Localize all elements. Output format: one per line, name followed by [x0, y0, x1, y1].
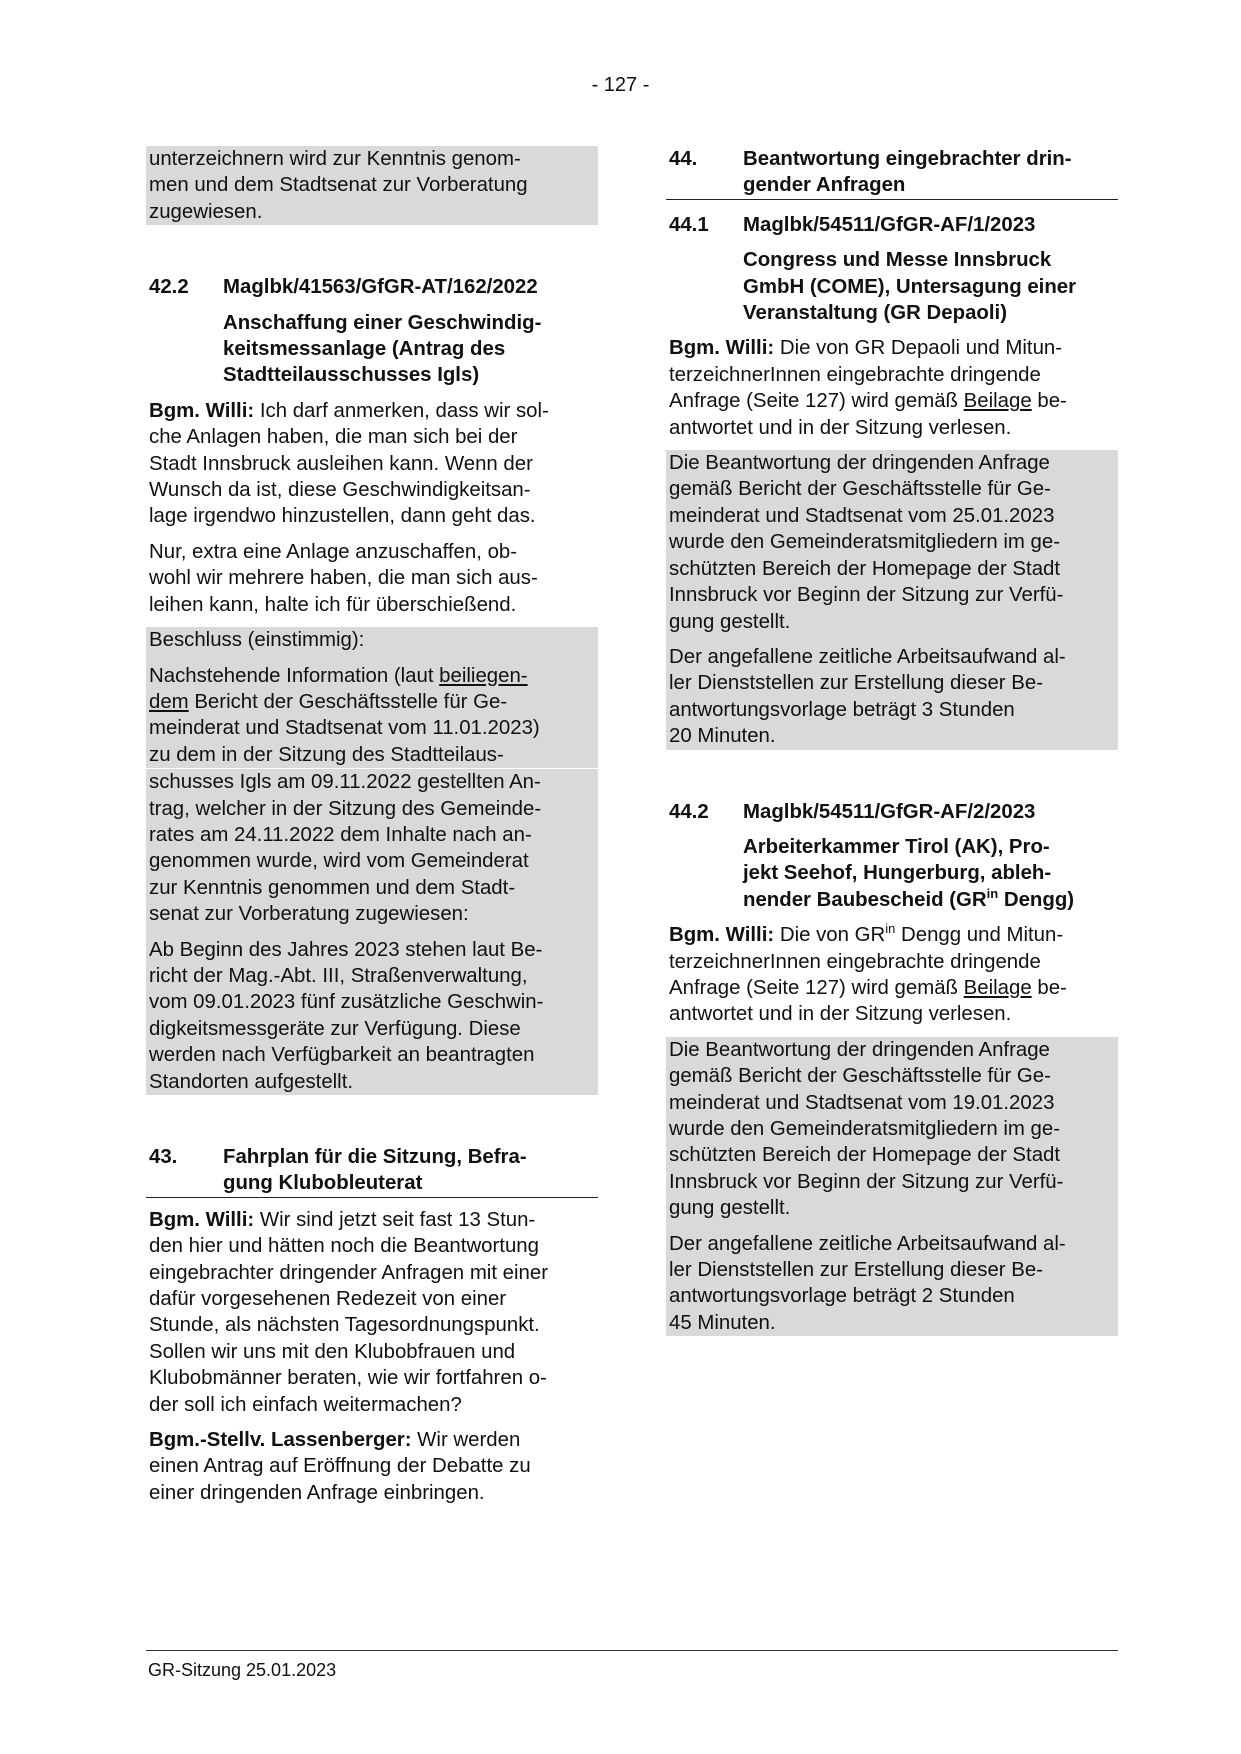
section-number: 42.2: [149, 276, 189, 299]
speech-paragraph: Bgm. Willi: Ich darf anmerken, dass wir sol- che Anlagen haben, die man sich bei der Stadt Innsbruck ausleihen kann. Wenn der Wunsch da ist, diese Geschwindigkeitsan- lage irgendwo hinzustellen, dann geht das.: [149, 399, 549, 528]
speech-paragraph: Bgm. Willi: Wir sind jetzt seit fast 13 Stun- den hier und hätten noch die Beantwortung eingebrachter dringender Anfragen mit einer dafür vorgesehenen Redezeit von einer Stunde, als nächsten Tagesordnungspunkt. Sollen wir uns mit den Klubobfrauen und Klubobmänner beraten, wie wir fortfahren o- der soll ich einfach weitermachen?: [149, 1208, 549, 1416]
speech-paragraph: Bgm. Willi: Die von GR Depaoli und Mitun- terzeichnerInnen eingebrachte dringende Anfrage (Seite 127) wird gemäß Beilage be- antwortet und in der Sitzung verlesen.: [669, 337, 1067, 439]
footer-divider: [146, 1650, 1118, 1651]
effort-text: Der angefallene zeitliche Arbeitsaufwand al- ler Dienststellen zur Erstellung dieser Be- antwortungsvorlage beträgt 2 Stunden 45 Minuten.: [669, 1232, 1066, 1334]
resolution-block: [146, 627, 598, 1095]
section-44-2-title: Arbeiterkammer Tirol (AK), Pro- jekt Seehof, Hungerburg, ableh- nender Baubescheid ($GR^{in}$ Dengg): [743, 835, 1075, 911]
page-number: - 127 -: [591, 74, 650, 96]
section-number: 44.1: [669, 213, 709, 236]
speech-paragraph: Bgm. Willi: Die von $GR^{in}$ Dengg und Mitun- terzeichnerInnen eingebrachte dringende Anfrage (Seite 127) wird gemäß Beilage be- antwortet und in der Sitzung verlesen.: [669, 921, 1067, 1026]
speaker-name: Bgm. Willi:: [149, 399, 255, 422]
section-number: 43.: [149, 1146, 178, 1168]
speaker-name: Bgm. Willi:: [669, 924, 775, 947]
speaker-name: Bgm.-Stellv. Lassenberger:: [149, 1429, 412, 1452]
section-number: 44.: [669, 148, 698, 170]
section-number: 44.2: [669, 800, 709, 823]
answer-text: Die Beantwortung der dringenden Anfrage gemäß Bericht der Geschäftsstelle für Ge- meinderat und Stadtsenat vom 25.01.2023 wurde den Gemeinderatsmitgliedern im ge- schützten Bereich der Homepage der Stadt Innsbruck vor Beginn der Sitzung zur Verfü- gung gestellt.: [669, 452, 1064, 633]
speaker-name: Bgm. Willi:: [669, 337, 775, 360]
attachment-link: beiliegen-: [439, 664, 528, 687]
answer-block: [666, 450, 1118, 749]
resolution-text: schusses Igls am 09.11.2022 gestellten An- trag, welcher in der Sitzung des Gemeinde- rates am 24.11.2022 dem Inhalte nach an- genommen wurde, wird vom Gemeinderat zur Kenntnis genommen und dem Stadt- senat zur Vorberatung zugewiesen:: [149, 771, 542, 926]
attachment-link: Beilage: [963, 976, 1032, 999]
answer-block: [666, 1037, 1118, 1336]
resolution-heading: Beschluss (einstimmig):: [149, 629, 365, 652]
section-42-2-heading: [146, 274, 598, 300]
section-code: Maglbk/54511/GfGR-AF/1/2023: [743, 213, 1036, 236]
speech-paragraph: Nur, extra eine Anlage anzuschaffen, ob- wohl wir mehrere haben, die man sich aus- leihen kann, halte ich für überschießend.: [149, 540, 538, 616]
right-column: [666, 146, 1118, 1336]
answer-text: Die Beantwortung der dringenden Anfrage gemäß Bericht der Geschäftsstelle für Ge- meinderat und Stadtsenat vom 19.01.2023 wurde den Gemeinderatsmitgliedern im ge- schützten Bereich der Homepage der Stadt Innsbruck vor Beginn der Sitzung zur Verfü- gung gestellt.: [669, 1038, 1064, 1220]
section-44-1-heading: [666, 212, 1118, 238]
resolution-text: Ab Beginn des Jahres 2023 stehen laut Be- richt der Mag.-Abt. III, Straßenverwaltung, vom 09.01.2023 fünf zusätzliche Geschwin- digkeitsmessgeräte zur Verfügung. Diese werden nach Verfügbarkeit an beantragten Standorten aufgestellt.: [149, 938, 544, 1093]
effort-text: Der angefallene zeitliche Arbeitsaufwand al- ler Dienststellen zur Erstellung dieser Be- antwortungsvorlage beträgt 3 Stunden 20 Minuten.: [669, 645, 1066, 748]
section-43-heading: 43. Fahrplan für die Sitzung, Befra- gung Klubobleuterat: [146, 1144, 598, 1198]
attachment-link: Beilage: [963, 390, 1032, 413]
speech-paragraph: Bgm.-Stellv. Lassenberger: Wir werden einen Antrag auf Eröffnung der Debatte zu einer dringenden Anfrage einbringen.: [149, 1429, 531, 1504]
section-44-heading: 44. Beantwortung eingebrachter drin- gender Anfragen: [666, 146, 1118, 200]
section-code: Maglbk/41563/GfGR-AT/162/2022: [223, 276, 538, 299]
section-code: Maglbk/54511/GfGR-AF/2/2023: [743, 800, 1036, 823]
section-44-2-heading: [666, 799, 1118, 825]
left-column: [146, 146, 598, 1506]
footer-meeting-date: GR-Sitzung 25.01.2023: [148, 1660, 337, 1680]
speaker-name: Bgm. Willi:: [149, 1208, 255, 1231]
continued-paragraph: unterzeichnern wird zur Kenntnis genom- men und dem Stadtsenat zur Vorberatung zugewiesen.: [146, 146, 598, 225]
section-42-2-title: Anschaffung einer Geschwindig- keitsmessanlage (Antrag des Stadtteilausschusses Igls): [223, 311, 542, 387]
section-44-1-title: Congress und Messe Innsbruck GmbH (COME), Untersagung einer Veranstaltung (GR Depaoli): [743, 249, 1077, 325]
resolution-text: Nachstehende Information (laut beiliegen- dem Bericht der Geschäftsstelle für Ge- meinderat und Stadtsenat vom 11.01.2023) zu dem in der Sitzung des Stadtteilaus-: [149, 664, 540, 766]
